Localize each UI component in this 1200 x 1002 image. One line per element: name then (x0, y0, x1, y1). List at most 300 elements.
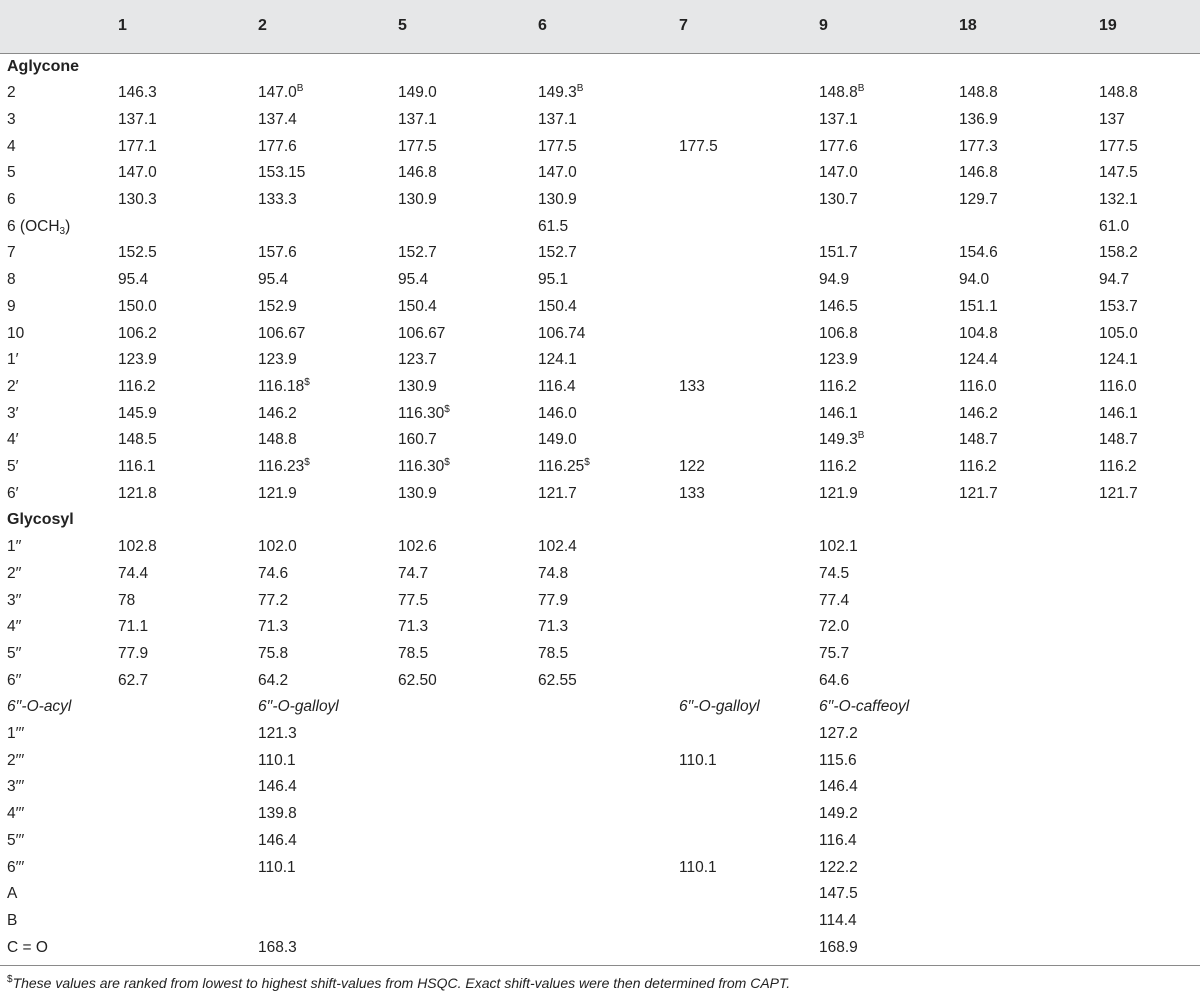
table-cell (538, 641, 568, 668)
cell-value: 137 (1099, 110, 1125, 128)
table-cell (819, 881, 858, 908)
table-cell (959, 294, 998, 321)
table-cell (538, 107, 577, 134)
table-cell (258, 267, 288, 294)
table-cell (819, 374, 857, 401)
cell-value: 146.4 (258, 778, 297, 796)
cell-value: 152.9 (258, 297, 297, 315)
table-cell (1099, 107, 1125, 134)
table-cell (398, 160, 437, 187)
row-label (7, 240, 16, 267)
cell-superscript: B (576, 83, 584, 95)
cell-value: 149.3 (538, 84, 577, 102)
column-header: 2 (258, 17, 267, 34)
table-cell (258, 374, 310, 401)
cell-value: 3′′′ (7, 778, 25, 796)
cell-value: 3′ (7, 404, 19, 422)
table-cell (1099, 267, 1129, 294)
cell-value: 2 (7, 84, 16, 102)
table-footnote (7, 975, 790, 991)
cell-value: 94.0 (959, 271, 990, 289)
table-cell (398, 374, 437, 401)
row-label (7, 828, 24, 855)
table-cell (1099, 80, 1138, 107)
table-cell (959, 481, 998, 508)
cell-value: 177.6 (819, 137, 858, 155)
table-cell (118, 374, 156, 401)
cell-value: 116.2 (959, 458, 997, 475)
cell-value: 116.18 (258, 377, 305, 395)
table-cell (258, 401, 297, 428)
table-cell (819, 614, 849, 641)
cell-value: 133 (679, 377, 705, 395)
table-cell (819, 107, 858, 134)
row-label (7, 80, 16, 107)
row-label (7, 561, 21, 588)
table-cell (258, 561, 288, 588)
table-cell (819, 160, 858, 187)
table-cell (258, 614, 288, 641)
cell-value: 2′ (7, 377, 19, 395)
table-cell (258, 134, 297, 161)
table-cell (819, 801, 858, 828)
cell-value: 152.5 (118, 244, 157, 262)
table-cell (819, 454, 857, 481)
cell-value: 74.4 (118, 564, 149, 582)
cell-value: 121.8 (118, 484, 157, 502)
cell-value: 4′′ (7, 618, 22, 636)
table-row (0, 721, 1200, 748)
table-cell (398, 134, 437, 161)
table-cell (258, 481, 297, 508)
table-cell (258, 347, 297, 374)
table-row (0, 294, 1200, 321)
cell-value: 6 (7, 191, 16, 208)
table-cell (819, 321, 858, 348)
table-row (0, 855, 1200, 882)
table-cell (118, 481, 157, 508)
table-cell (258, 294, 297, 321)
table-cell (398, 267, 428, 294)
cell-value: 122 (679, 458, 705, 475)
table-cell (819, 774, 858, 801)
cell-value: 146.4 (819, 778, 858, 796)
footnote-symbol: $ (7, 974, 13, 985)
cell-value: 146.3 (118, 84, 157, 102)
cell-value: 136.9 (959, 110, 998, 128)
table-cell (398, 401, 450, 428)
table-cell (118, 160, 157, 187)
column-header: 7 (679, 17, 688, 34)
cell-value: 146.1 (819, 404, 858, 422)
table-cell (258, 668, 288, 695)
table-cell (679, 374, 705, 401)
table-cell (538, 561, 568, 588)
row-label (7, 187, 16, 214)
table-row (0, 134, 1200, 161)
table-cell (118, 401, 157, 428)
cell-value: 124.1 (1099, 351, 1138, 369)
cell-value: 121.3 (258, 725, 297, 742)
table-cell (819, 828, 857, 855)
cell-value: 137.4 (258, 110, 297, 128)
cell-value: 4′′′ (7, 805, 25, 823)
table-cell (538, 481, 577, 508)
cell-value: 130.9 (398, 191, 437, 208)
cell-value: 177.5 (538, 137, 577, 155)
table-row (0, 481, 1200, 508)
table-cell (118, 668, 148, 695)
table-cell (258, 774, 297, 801)
table-cell (1099, 347, 1138, 374)
table-cell (118, 240, 157, 267)
table-cell (1099, 240, 1138, 267)
cell-value: 151.7 (819, 244, 858, 262)
table-cell (398, 240, 437, 267)
table-cell (679, 748, 717, 775)
row-label (7, 774, 24, 801)
cell-value: 6′ (7, 484, 19, 502)
cell-value: 102.0 (258, 538, 297, 556)
table-row (0, 347, 1200, 374)
table-cell (819, 80, 864, 107)
table-cell (258, 160, 305, 187)
table-cell (538, 321, 585, 348)
table-cell (1099, 187, 1138, 214)
cell-value: 71.3 (258, 618, 289, 636)
table-row (0, 908, 1200, 935)
table-cell (538, 240, 577, 267)
cell-value: 5′′′ (7, 831, 25, 849)
table-cell (959, 267, 989, 294)
cell-value: 3′′ (7, 591, 22, 609)
table-cell (819, 641, 849, 668)
cell-value: 147.0 (258, 84, 297, 102)
cell-value: 177.3 (959, 137, 998, 155)
cell-value: 124.1 (538, 351, 577, 369)
cell-value: 147.0 (538, 164, 577, 182)
table-cell (258, 454, 310, 481)
table-cell (118, 534, 157, 561)
cell-value: 116.25 (538, 458, 585, 475)
table-cell (258, 240, 297, 267)
table-cell (538, 534, 577, 561)
cell-value: 127.2 (819, 725, 858, 742)
cell-value: 121.7 (538, 484, 577, 502)
table-cell (398, 454, 450, 481)
table-row (0, 321, 1200, 348)
cell-subscript: 3 (59, 225, 66, 237)
cell-value: 61.5 (538, 217, 569, 235)
cell-value: 148.8 (1099, 84, 1138, 102)
table-cell (258, 321, 305, 348)
cell-value: 77.5 (398, 591, 429, 609)
cell-value: 149.0 (538, 431, 577, 449)
table-row (0, 401, 1200, 428)
cell-value: 150.4 (538, 297, 577, 315)
table-cell (398, 294, 437, 321)
cell-value: 77.9 (118, 644, 149, 662)
table-cell (819, 855, 858, 882)
row-label (7, 641, 21, 668)
cell-value: 168.9 (819, 938, 858, 956)
cell-value: 6′′′ (7, 858, 25, 876)
cell-value: 116.30 (398, 458, 445, 475)
cell-value: 146.2 (258, 404, 297, 422)
table-row (0, 454, 1200, 481)
cell-value: 130.9 (398, 484, 437, 502)
row-label (7, 881, 17, 908)
table-cell (258, 935, 297, 962)
table-cell (679, 134, 718, 161)
cell-value: 152.7 (398, 244, 437, 262)
section-label: Aglycone (7, 57, 80, 75)
cell-value: 146.4 (258, 831, 297, 849)
cell-value: 115.6 (819, 751, 857, 769)
table-cell (1099, 481, 1138, 508)
cell-value: 149.0 (398, 84, 437, 102)
table-cell (118, 321, 157, 348)
table-cell (819, 267, 849, 294)
row-label (7, 214, 70, 241)
cell-value: 124.4 (959, 351, 998, 369)
cell-value: 116.4 (538, 377, 576, 395)
table-cell (118, 347, 157, 374)
table-row (0, 374, 1200, 401)
cell-superscript: B (857, 430, 865, 442)
cell-value: 116.1 (118, 458, 156, 475)
cell-value: 148.7 (1099, 431, 1138, 449)
cell-value: 72.0 (819, 618, 850, 636)
cell-value: 106.67 (258, 324, 306, 342)
cell-value: 130.9 (538, 191, 577, 208)
cell-value: 71.1 (118, 618, 149, 636)
table-cell (118, 267, 148, 294)
table-cell (398, 187, 437, 214)
table-cell (398, 80, 437, 107)
cell-value: 139.8 (258, 805, 297, 823)
cell-value: 116.0 (959, 377, 997, 395)
table-cell (118, 454, 156, 481)
cell-value: 146.2 (959, 404, 998, 422)
table-cell (819, 187, 858, 214)
cell-value: 106.2 (118, 324, 157, 342)
cell-value: 2′′′ (7, 751, 25, 769)
section-row (0, 507, 1200, 534)
cell-value: 110.1 (258, 751, 296, 769)
cell-value: 78.5 (538, 644, 569, 662)
cell-value: 110.1 (679, 858, 717, 876)
section-label: Glycosyl (7, 511, 74, 529)
table-row (0, 160, 1200, 187)
table-cell (118, 80, 157, 107)
table-cell (258, 748, 296, 775)
table-cell (258, 801, 297, 828)
section-row (0, 54, 1200, 81)
table-row (0, 694, 1200, 721)
cell-suffix: ) (65, 217, 71, 235)
row-label (7, 935, 48, 962)
cell-value: 6′′-O-acyl (7, 698, 72, 716)
cell-value: 129.7 (959, 191, 998, 208)
cell-value: 77.2 (258, 591, 289, 609)
cell-value: 137.1 (538, 110, 577, 128)
table-cell (118, 107, 157, 134)
table-cell (819, 401, 858, 428)
table-cell (1099, 374, 1137, 401)
row-label (7, 481, 19, 508)
table-cell (398, 561, 428, 588)
cell-value: 6′′ (7, 671, 22, 689)
cell-value: B (7, 911, 18, 929)
table-cell (959, 134, 998, 161)
table-cell (1099, 321, 1138, 348)
column-header: 9 (819, 17, 828, 34)
table-cell (538, 214, 568, 241)
table-cell (959, 454, 997, 481)
table-cell (819, 294, 858, 321)
table-cell (258, 80, 303, 107)
table-cell (538, 187, 577, 214)
table-cell (959, 374, 997, 401)
cell-value: 1′′′ (7, 725, 25, 742)
table-cell (538, 294, 577, 321)
cell-value: 158.2 (1099, 244, 1138, 262)
cell-value: 149.3 (819, 431, 858, 449)
table-row (0, 240, 1200, 267)
cell-superscript: $ (444, 403, 450, 415)
cell-value: 102.8 (118, 538, 157, 556)
cell-value: 130.7 (819, 191, 858, 208)
cell-value: 6′′-O-caffeoyl (819, 698, 910, 716)
table-cell (398, 588, 428, 615)
cell-superscript: $ (584, 457, 590, 468)
cell-value: 7 (7, 244, 16, 262)
table-cell (538, 374, 576, 401)
row-label (7, 614, 21, 641)
cell-value: 10 (7, 324, 25, 342)
cell-value: 78 (118, 591, 136, 609)
table-row (0, 214, 1200, 241)
table-cell (538, 588, 568, 615)
row-label (7, 160, 16, 187)
cell-value: C = O (7, 938, 48, 956)
table-cell (258, 107, 297, 134)
row-label (7, 294, 16, 321)
table-cell (1099, 294, 1138, 321)
cell-value: 105.0 (1099, 324, 1138, 342)
table-cell (819, 240, 858, 267)
cell-value: 5′ (7, 458, 19, 475)
table-cell (258, 187, 297, 214)
cell-value: 147.5 (1099, 164, 1138, 182)
table-cell (1099, 160, 1138, 187)
table-row (0, 80, 1200, 107)
cell-value: 104.8 (959, 324, 998, 342)
table-cell (398, 107, 437, 134)
cell-value: 95.4 (398, 271, 429, 289)
cell-value: 146.8 (959, 164, 998, 182)
cell-superscript: B (857, 83, 865, 95)
row-label (7, 721, 24, 748)
table-row (0, 561, 1200, 588)
cell-value: 160.7 (398, 431, 437, 449)
cell-value: 147.0 (819, 164, 858, 182)
table-row (0, 801, 1200, 828)
table-cell (679, 855, 717, 882)
row-label (7, 454, 19, 481)
cell-value: 121.9 (258, 484, 297, 502)
cell-value: 75.8 (258, 644, 289, 662)
cell-value: 121.7 (959, 484, 998, 502)
table-cell (538, 401, 577, 428)
table-cell (679, 481, 705, 508)
table-row (0, 935, 1200, 962)
cell-value: 148.5 (118, 431, 157, 449)
table-cell (959, 80, 998, 107)
column-header: 19 (1099, 17, 1117, 34)
table-cell (538, 160, 577, 187)
cell-value: 4′ (7, 431, 19, 449)
table-cell (398, 668, 437, 695)
cell-value: 153.7 (1099, 297, 1138, 315)
row-label (7, 134, 16, 161)
table-row (0, 267, 1200, 294)
table-row (0, 187, 1200, 214)
row-label (7, 374, 19, 401)
cell-value: 74.8 (538, 564, 569, 582)
row-label (7, 401, 19, 428)
cell-superscript: $ (304, 457, 310, 468)
table-cell (959, 187, 998, 214)
cell-value: 151.1 (959, 297, 998, 315)
table-cell (1099, 427, 1138, 454)
table-cell (1099, 401, 1138, 428)
table-cell (398, 321, 445, 348)
cell-value: 78.5 (398, 644, 429, 662)
table-cell (538, 267, 568, 294)
table-cell (398, 481, 437, 508)
cell-value: 137.1 (118, 110, 157, 128)
table-cell (118, 614, 148, 641)
table-cell (398, 534, 437, 561)
cell-value: 153.15 (258, 164, 306, 182)
row-label (7, 107, 16, 134)
table-cell (1099, 134, 1138, 161)
cell-value: 102.6 (398, 538, 437, 556)
table-cell (398, 614, 428, 641)
cell-value: 3 (7, 110, 16, 128)
cell-value: A (7, 885, 18, 903)
cell-value: 147.5 (819, 885, 858, 903)
cell-value: 74.7 (398, 564, 429, 582)
cell-value: 64.2 (258, 671, 289, 689)
cell-value: 177.1 (118, 137, 157, 155)
cell-value: 123.9 (819, 351, 858, 369)
table-cell (819, 668, 849, 695)
table-cell (819, 534, 858, 561)
table-cell (118, 187, 157, 214)
table-cell (538, 614, 568, 641)
row-label (7, 427, 19, 454)
table-cell (959, 160, 998, 187)
table-header-row (0, 13, 1200, 40)
cell-value: 74.5 (819, 564, 850, 582)
column-header: 1 (118, 17, 127, 34)
cell-value: 116.2 (118, 377, 156, 395)
cell-value: 94.9 (819, 271, 850, 289)
cell-value: 146.0 (538, 404, 577, 422)
